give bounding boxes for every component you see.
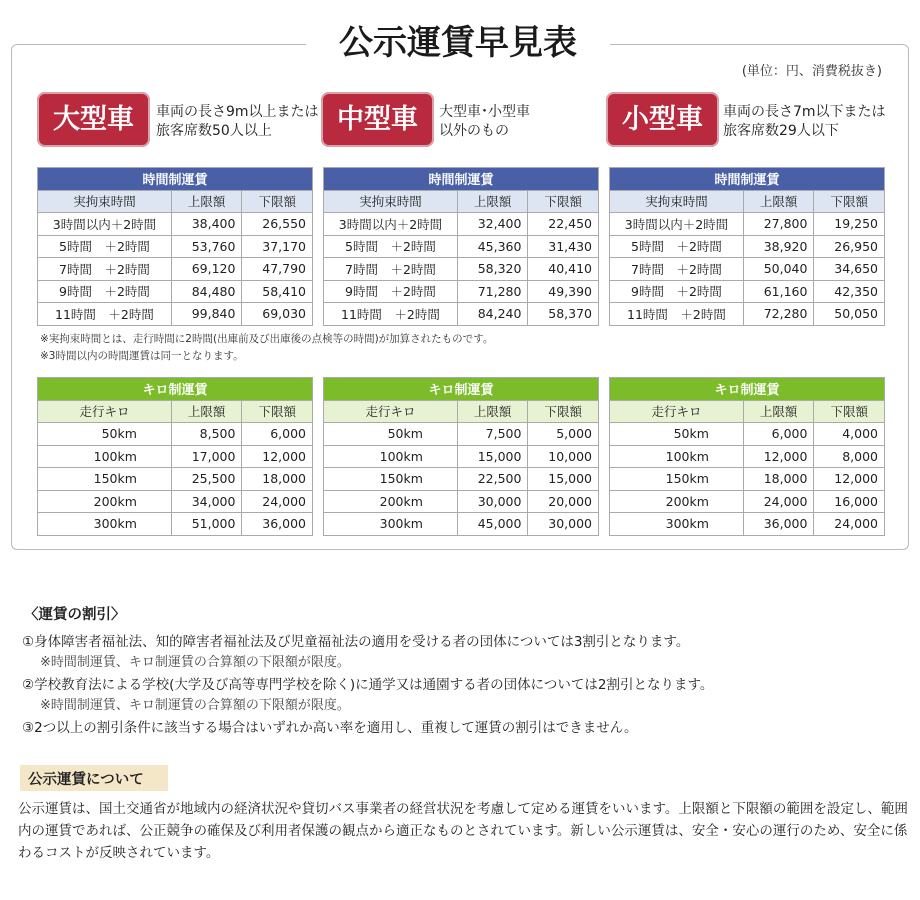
table-row [324,423,599,446]
upper-value: 8,500 [171,423,242,446]
table-row [38,468,313,491]
upper-value: 69,120 [171,258,242,281]
table-header: キロ制運賃 [610,378,885,401]
lower-value: 26,550 [242,213,313,236]
time-table-medium [323,167,599,326]
lower-value: 6,000 [242,423,313,446]
upper-value: 45,360 [457,235,528,258]
col-header: 上限額 [743,190,814,213]
row-label: 50km [610,423,744,446]
time-table-large [37,167,313,326]
upper-value: 34,000 [171,490,242,513]
row-label: 7時間 ＋2時間 [324,258,458,281]
table-header: 時間制運賃 [324,168,599,191]
table-row [38,303,313,326]
col-header: 下限額 [814,190,885,213]
row-label: 5時間 ＋2時間 [610,235,744,258]
col-header: 下限額 [242,400,313,423]
col-header: 走行キロ [610,400,744,423]
row-label: 100km [324,445,458,468]
table-row [324,445,599,468]
upper-value: 45,000 [457,513,528,536]
lower-value: 5,000 [528,423,599,446]
desc-small-line2: 旅客席数29人以下 [723,123,839,139]
lower-value: 20,000 [528,490,599,513]
note-2: ※3時間以内の時間運賃は同一となります。 [40,350,244,362]
table-row [324,490,599,513]
col-header: 上限額 [171,190,242,213]
row-label: 200km [610,490,744,513]
row-label: 100km [610,445,744,468]
about-heading: 公示運賃について [28,772,144,788]
row-label: 100km [38,445,172,468]
table-row [38,213,313,236]
row-label: 3時間以内＋2時間 [324,213,458,236]
lower-value: 47,790 [242,258,313,281]
upper-value: 71,280 [457,280,528,303]
row-label: 150km [38,468,172,491]
upper-value: 51,000 [171,513,242,536]
row-label: 9時間 ＋2時間 [38,280,172,303]
upper-value: 12,000 [743,445,814,468]
table-row [38,258,313,281]
upper-value: 58,320 [457,258,528,281]
row-label: 9時間 ＋2時間 [324,280,458,303]
table-row [38,235,313,258]
upper-value: 30,000 [457,490,528,513]
upper-value: 53,760 [171,235,242,258]
table-header: キロ制運賃 [38,378,313,401]
upper-value: 17,000 [171,445,242,468]
row-label: 9時間 ＋2時間 [610,280,744,303]
lower-value: 8,000 [814,445,885,468]
table-row [610,303,885,326]
col-header: 走行キロ [324,400,458,423]
lower-value: 49,390 [528,280,599,303]
row-label: 11時間 ＋2時間 [610,303,744,326]
lower-value: 69,030 [242,303,313,326]
row-label: 200km [324,490,458,513]
table-row [324,513,599,536]
desc-medium [439,103,530,141]
upper-value: 32,400 [457,213,528,236]
col-header: 上限額 [457,400,528,423]
row-label: 150km [610,468,744,491]
about-text: 公示運賃は、国土交通省が地域内の経済状況や貸切バス事業者の経営状況を考慮して定める運賃をいいます。上限額と下限額の範囲を設定し、範囲内の運賃であれば、公正競争の確保及び利用者保護の観点から適正なものとされています。新しい公示運賃は、安全・安心の運行のため、安全に係わるコストが反映されています。 [18,801,908,861]
row-label: 5時間 ＋2時間 [324,235,458,258]
lower-value: 12,000 [242,445,313,468]
lower-value: 19,250 [814,213,885,236]
lower-value: 37,170 [242,235,313,258]
desc-large [156,103,319,141]
unit-note: (単位：円、消費税抜き) [741,64,882,79]
row-label: 50km [38,423,172,446]
row-label: 50km [324,423,458,446]
row-label: 150km [324,468,458,491]
upper-value: 38,920 [743,235,814,258]
upper-value: 38,400 [171,213,242,236]
table-header: 時間制運賃 [38,168,313,191]
lower-value: 26,950 [814,235,885,258]
upper-value: 50,040 [743,258,814,281]
lower-value: 50,050 [814,303,885,326]
col-header: 実拘束時間 [324,190,458,213]
badge-medium: 中型車 [321,92,434,147]
col-header: 上限額 [457,190,528,213]
table-row [610,423,885,446]
lower-value: 42,350 [814,280,885,303]
table-row [610,468,885,491]
lower-value: 31,430 [528,235,599,258]
desc-small [723,103,886,141]
row-label: 200km [38,490,172,513]
table-row [38,423,313,446]
col-header: 下限額 [242,190,313,213]
discount-subnote-2: ※時間制運賃、キロ制運賃の合算額の下限額が限度。 [40,698,350,713]
upper-value: 72,280 [743,303,814,326]
row-label: 11時間 ＋2時間 [38,303,172,326]
km-table-large [37,377,313,536]
upper-value: 84,240 [457,303,528,326]
lower-value: 58,370 [528,303,599,326]
upper-value: 22,500 [457,468,528,491]
lower-value: 16,000 [814,490,885,513]
lower-value: 58,410 [242,280,313,303]
discount-subnote-1: ※時間制運賃、キロ制運賃の合算額の下限額が限度。 [40,655,350,670]
km-table-small [609,377,885,536]
row-label: 7時間 ＋2時間 [38,258,172,281]
upper-value: 15,000 [457,445,528,468]
desc-large-line2: 旅客席数50人以上 [156,123,272,139]
table-row [324,258,599,281]
upper-value: 99,840 [171,303,242,326]
page-title: 公示運賃早見表 [306,18,610,68]
table-row [38,280,313,303]
col-header: 上限額 [743,400,814,423]
lower-value: 15,000 [528,468,599,491]
table-row [610,280,885,303]
col-header: 実拘束時間 [38,190,172,213]
row-label: 7時間 ＋2時間 [610,258,744,281]
lower-value: 36,000 [242,513,313,536]
upper-value: 24,000 [743,490,814,513]
upper-value: 27,800 [743,213,814,236]
row-label: 300km [38,513,172,536]
table-row [324,468,599,491]
lower-value: 10,000 [528,445,599,468]
table-row [610,490,885,513]
discount-item-2: ②学校教育法による学校(大学及び高等専門学校を除く)に通学又は通園する者の団体については2割引となります。 [22,677,714,693]
table-row [38,445,313,468]
table-row [324,213,599,236]
desc-large-line1: 車両の長さ9m以上または [156,104,319,120]
lower-value: 22,450 [528,213,599,236]
col-header: 走行キロ [38,400,172,423]
table-row [38,490,313,513]
row-label: 3時間以内＋2時間 [610,213,744,236]
lower-value: 12,000 [814,468,885,491]
upper-value: 36,000 [743,513,814,536]
time-table-small [609,167,885,326]
table-row [324,280,599,303]
col-header: 下限額 [814,400,885,423]
desc-medium-line2: 以外のもの [439,123,509,139]
badge-small: 小型車 [606,92,719,147]
upper-value: 61,160 [743,280,814,303]
note-1: ※実拘束時間とは、走行時間に2時間(出庫前及び出庫後の点検等の時間)が加算されたものです。 [40,333,494,345]
desc-small-line1: 車両の長さ7m以下または [723,104,886,120]
upper-value: 7,500 [457,423,528,446]
discount-heading: 〈運賃の割引〉 [24,607,126,623]
table-row [610,513,885,536]
col-header: 下限額 [528,190,599,213]
upper-value: 6,000 [743,423,814,446]
col-header: 下限額 [528,400,599,423]
row-label: 5時間 ＋2時間 [38,235,172,258]
upper-value: 84,480 [171,280,242,303]
upper-value: 18,000 [743,468,814,491]
badge-large: 大型車 [37,92,150,147]
row-label: 11時間 ＋2時間 [324,303,458,326]
col-header: 上限額 [171,400,242,423]
row-label: 300km [610,513,744,536]
discount-item-1: ①身体障害者福祉法、知的障害者福祉法及び児童福祉法の適用を受ける者の団体については3割引となります。 [22,634,690,650]
lower-value: 40,410 [528,258,599,281]
upper-value: 25,500 [171,468,242,491]
lower-value: 30,000 [528,513,599,536]
lower-value: 18,000 [242,468,313,491]
table-row [610,445,885,468]
table-row [610,213,885,236]
table-row [38,513,313,536]
table-row [610,235,885,258]
km-table-medium [323,377,599,536]
lower-value: 34,650 [814,258,885,281]
row-label: 3時間以内＋2時間 [38,213,172,236]
lower-value: 24,000 [814,513,885,536]
table-row [324,235,599,258]
row-label: 300km [324,513,458,536]
table-row [610,258,885,281]
lower-value: 24,000 [242,490,313,513]
lower-value: 4,000 [814,423,885,446]
table-header: キロ制運賃 [324,378,599,401]
discount-item-3: ③2つ以上の割引条件に該当する場合はいずれか高い率を適用し、重複して運賃の割引はできません。 [22,720,638,736]
table-header: 時間制運賃 [610,168,885,191]
table-row [324,303,599,326]
col-header: 実拘束時間 [610,190,744,213]
desc-medium-line1: 大型車･小型車 [439,104,530,120]
